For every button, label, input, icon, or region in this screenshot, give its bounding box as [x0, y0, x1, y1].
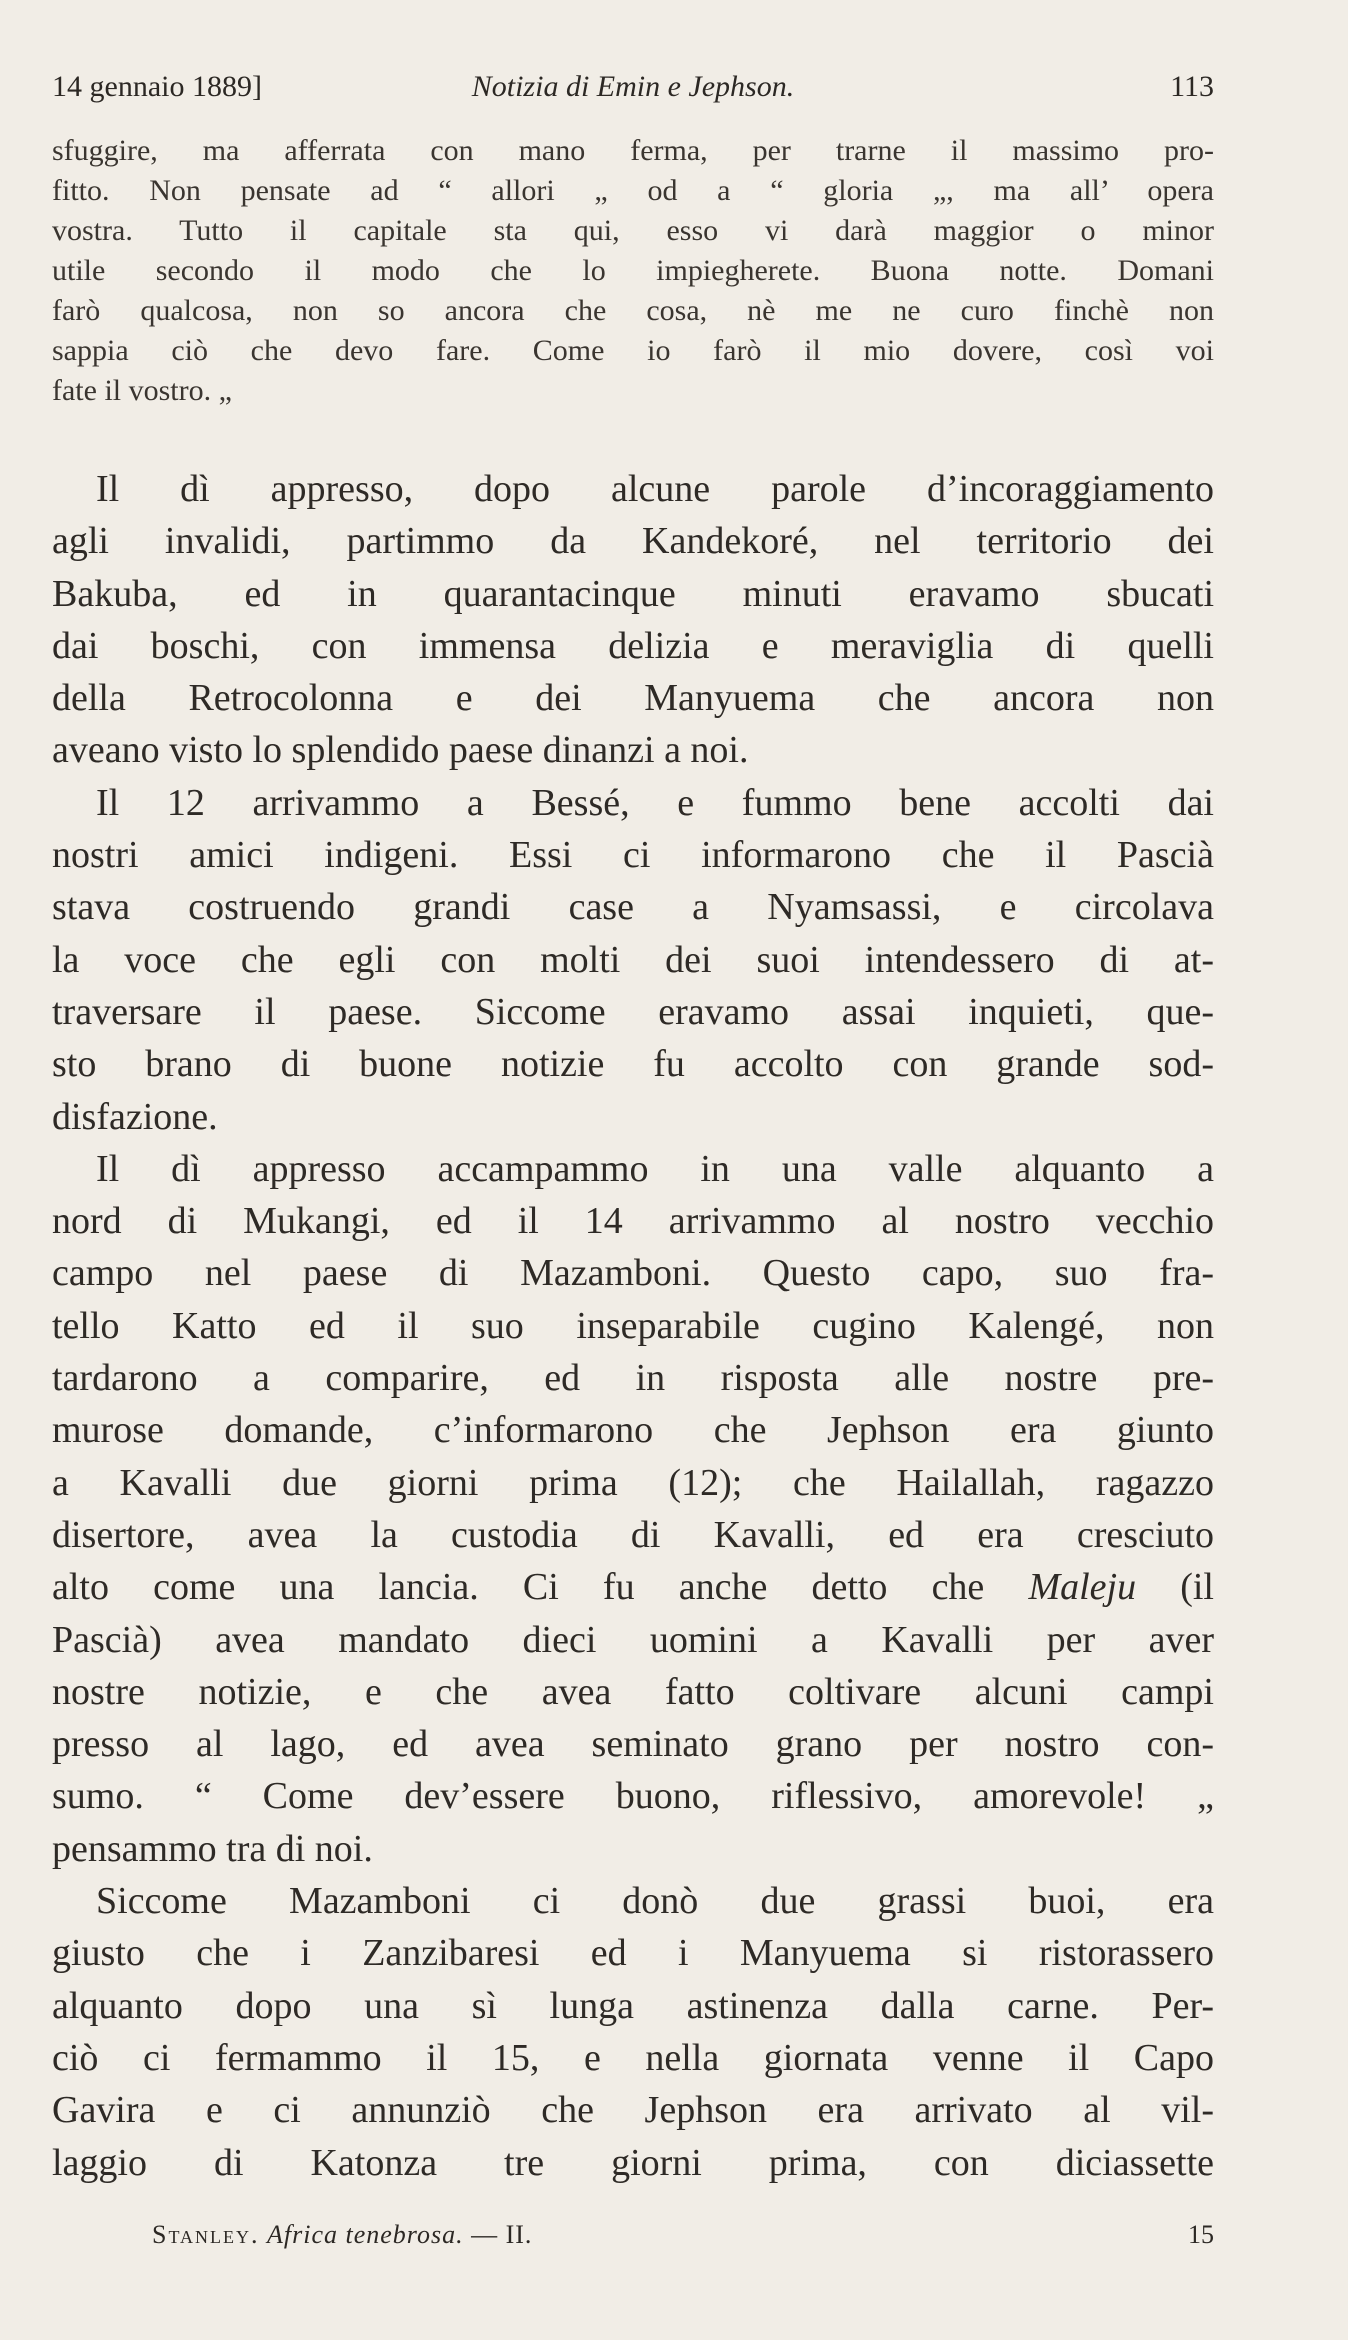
text-line: Il dì appresso accampammo in una valle alquanto a — [96, 1147, 1214, 1190]
text-line: nostre notizie, e che avea fatto coltivare alcuni campi — [52, 1670, 1214, 1713]
text-line: a Kavalli due giorni prima (12); che Hailallah, ragazzo — [52, 1461, 1214, 1504]
text-line: campo nel paese di Mazamboni. Questo capo, suo fra- — [52, 1252, 1214, 1295]
footer-book-title: Africa tenebrosa. — [267, 2220, 464, 2249]
text-line: Il 12 arrivammo a Bessé, e fummo bene accolti dai — [96, 781, 1214, 824]
text-line: ciò ci fermammo il 15, e nella giornata venne il Capo — [52, 2036, 1214, 2079]
text-line: disfazione. — [52, 1095, 218, 1138]
text-segment: (il — [1180, 1566, 1214, 1609]
text-line: farò qualcosa, non so ancora che cosa, nè me ne curo finchè non — [52, 294, 1214, 327]
header-title: Notizia di Emin e Jephson. — [471, 70, 795, 103]
page-number: 113 — [1170, 70, 1214, 103]
footer-volume: II. — [505, 2220, 533, 2249]
text-line — [52, 1561, 1214, 1613]
signature-footer — [152, 2220, 1214, 2260]
text-line: fitto. Non pensate ad “ allori „ od a “ gloria „, ma all’ opera — [52, 174, 1214, 207]
footer-signature-number: 15 — [1188, 2220, 1214, 2249]
text-line: utile secondo il modo che lo impiegherete. Buona notte. Domani — [52, 254, 1214, 287]
text-line: fate il vostro. „ — [52, 374, 232, 407]
text-line: sumo. “ Come dev’essere buono, riflessivo, amorevole! „ — [52, 1775, 1214, 1818]
text-line: pensammo tra di noi. — [52, 1827, 373, 1870]
text-line: agli invalidi, partimmo da Kandekoré, nel territorio dei — [52, 520, 1214, 563]
text-line: laggio di Katonza tre giorni prima, con diciassette — [52, 2141, 1214, 2184]
text-line: nord di Mukangi, ed il 14 arrivammo al nostro vecchio — [52, 1200, 1214, 1243]
text-line: Siccome Mazamboni ci donò due grassi buoi, era — [96, 1880, 1214, 1923]
text-line: sappia ciò che devo fare. Come io farò il mio dovere, così voi — [52, 334, 1214, 367]
text-line: Il dì appresso, dopo alcune parole d’incoraggiamento — [96, 468, 1214, 510]
text-line: nostri amici indigeni. Essi ci informarono che il Pascià — [52, 834, 1214, 877]
body-text — [52, 463, 1214, 2189]
text-line: della Retrocolonna e dei Manyuema che ancora non — [52, 677, 1214, 720]
text-line: presso al lago, ed avea seminato grano per nostro con- — [52, 1723, 1214, 1766]
text-line: Gavira e ci annunziò che Jephson era arrivato al vil- — [52, 2089, 1214, 2132]
running-header — [52, 58, 1214, 108]
footer-separator: — — [471, 2220, 499, 2249]
text-line: tardarono a comparire, ed in risposta alle nostre pre- — [52, 1357, 1214, 1400]
text-line: giusto che i Zanzibaresi ed i Manyuema si ristorassero — [52, 1932, 1214, 1975]
footer-title — [152, 2220, 532, 2250]
text-line: traversare il paese. Siccome eravamo assai inquieti, que- — [52, 990, 1214, 1033]
header-date: 14 gennaio 1889] — [52, 70, 262, 103]
text-line: la voce che egli con molti dei suoi intendessero di at- — [52, 938, 1214, 981]
text-line: vostra. Tutto il capitale sta qui, esso vi darà maggior o minor — [52, 214, 1214, 247]
text-line: murose domande, c’informarono che Jephson era giunto — [52, 1409, 1214, 1452]
footer-author: Stanley. — [152, 2220, 260, 2249]
text-line: sto brano di buone notizie fu accolto con grande sod- — [52, 1043, 1214, 1086]
text-line: disertore, avea la custodia di Kavalli, ed era cresciuto — [52, 1513, 1214, 1556]
text-line: Bakuba, ed in quarantacinque minuti eravamo sbucati — [52, 572, 1214, 615]
text-line: alquanto dopo una sì lunga astinenza dalla carne. Per- — [52, 1984, 1214, 2027]
letter-quotation — [52, 131, 1214, 411]
italic-name: Maleju — [1028, 1566, 1137, 1609]
text-line: sfuggire, ma afferrata con mano ferma, per trarne il massimo pro- — [52, 134, 1214, 167]
text-line: stava costruendo grandi case a Nyamsassi, e circolava — [52, 886, 1214, 929]
text-segment: alto come una lancia. Ci fu anche detto che — [52, 1566, 985, 1609]
text-line: tello Katto ed il suo inseparabile cugino Kalengé, non — [52, 1304, 1214, 1347]
text-line: aveano visto lo splendido paese dinanzi a noi. — [52, 729, 749, 772]
text-line: dai boschi, con immensa delizia e meraviglia di quelli — [52, 624, 1214, 667]
text-line: Pascià) avea mandato dieci uomini a Kavalli per aver — [52, 1618, 1214, 1661]
